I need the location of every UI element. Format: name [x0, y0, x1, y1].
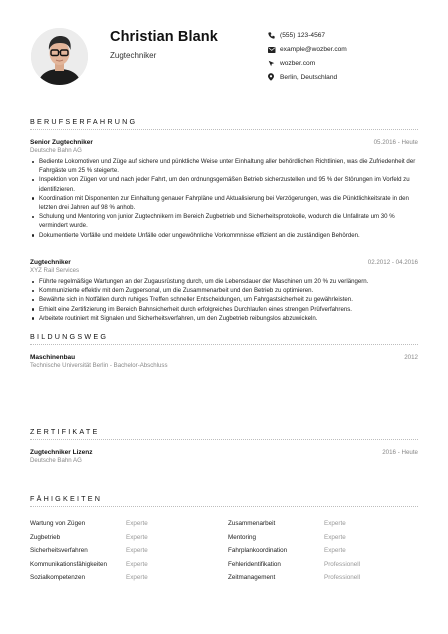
job-date: 05.2016 - Heute: [373, 139, 418, 146]
section-divider: [30, 129, 418, 130]
skill-item: [30, 571, 148, 585]
skill-level: Experte: [126, 533, 148, 541]
education-school: Technische Universität Berlin - Bachelor-Abschluss: [30, 362, 168, 369]
skill-item: [228, 517, 346, 531]
certificate-name: Zugtechniker Lizenz: [30, 449, 93, 456]
list-item: Führte regelmäßige Wartungen an der Zugausrüstung durch, um die Lebensdauer der Maschinen um 20 % zu verlängern.: [30, 277, 418, 286]
skill-item: [228, 531, 346, 545]
skill-level: Professionell: [324, 560, 361, 568]
skill-name: Sicherheitsverfahren: [30, 547, 88, 555]
job-company: Deutsche Bahn AG: [30, 147, 82, 154]
list-item: Bewährte sich in Notfällen durch ruhiges Treffen schneller Entscheidungen, um Fahrgastsicherheit zu gewährleisten.: [30, 295, 418, 304]
skill-item: [228, 544, 346, 558]
avatar: [31, 28, 88, 85]
list-item: Erhielt eine Zertifizierung im Bereich Bahnsicherheit durch erfolgreiches Durchlaufen eines strengen Prüfverfahrens.: [30, 305, 418, 314]
candidate-job-title: Zugtechniker: [110, 51, 157, 60]
contact-phone-text: (555) 123-4567: [280, 32, 326, 40]
section-title-experience: BERUFSERFAHRUNG: [30, 117, 138, 126]
list-item: Schulung und Mentoring von junior Zugtechnikern im Bereich Zugbetrieb und Sicherheitsprotokolle, wodurch die Unfallrate um 30 % vermindert wurde.: [30, 212, 418, 230]
skill-name: Fehleridentifikation: [228, 560, 281, 568]
list-item: Koordination mit Disponenten zur Einhaltung genauer Fahrpläne und Aktualisierung bei Verzögerungen, was die Pünktlichkeitsrate in den letzten drei Jahren auf 98 % anhob.: [30, 194, 418, 212]
certificate-issuer: Deutsche Bahn AG: [30, 457, 82, 464]
list-item: Kommunizierte effektiv mit dem Zugpersonal, um die Zusammenarbeit und den Betrieb zu optimieren.: [30, 286, 418, 295]
skill-level: Experte: [126, 560, 148, 568]
job-position: Senior Zugtechniker: [30, 139, 93, 146]
job-date: 02.2012 - 04.2016: [367, 259, 418, 266]
contact-website[interactable]: [268, 57, 428, 71]
skill-name: Zusammenarbeit: [228, 520, 276, 528]
skill-name: Sozialkompetenzen: [30, 574, 85, 582]
education-entry: [30, 354, 418, 369]
list-item: Inspektion von Zügen vor und nach jeder Fahrt, um den ordnungsgemäßen Betrieb sicherzustellen und 95 % der Störungen im Vorfeld zu identifizieren.: [30, 175, 418, 193]
list-item: Dokumentierte Vorfälle und meldete Unfälle oder ungewöhnliche Vorkommnisse effizient an die zuständigen Behörden.: [30, 231, 418, 240]
resume-header: [28, 20, 420, 100]
job-bullet-list: [30, 277, 418, 323]
contact-phone: [268, 29, 428, 43]
skill-level: Experte: [324, 533, 346, 541]
skill-level: Experte: [126, 547, 148, 555]
link-icon: [268, 60, 280, 67]
contact-website-text[interactable]: wozber.com: [280, 59, 316, 67]
certificate-date: 2016 - Heute: [382, 449, 418, 456]
experience-entry: [30, 139, 418, 240]
contact-location: [268, 70, 428, 84]
contact-list: [268, 29, 428, 84]
skill-name: Wartung von Zügen: [30, 520, 86, 528]
section-divider: [30, 506, 418, 507]
section-title-skills: FÄHIGKEITEN: [30, 494, 103, 503]
candidate-name: Christian Blank: [110, 29, 218, 45]
skill-level: Experte: [324, 520, 346, 528]
section-divider: [30, 439, 418, 440]
skill-item: [228, 571, 360, 585]
job-position: Zugtechniker: [30, 259, 71, 266]
skill-name: Zeitmanagement: [228, 574, 276, 582]
education-date: 2012: [404, 354, 418, 361]
job-bullet-list: [30, 157, 418, 240]
skill-name: Mentoring: [228, 533, 257, 541]
education-degree: Maschinenbau: [30, 354, 76, 361]
profile-photo-icon: [31, 28, 88, 85]
skill-name: Fahrplankoordination: [228, 547, 288, 555]
section-title-certificates: ZERTIFIKATE: [30, 427, 100, 436]
contact-location-text: Berlin, Deutschland: [280, 73, 338, 81]
contact-email[interactable]: [268, 43, 428, 57]
location-icon: [268, 73, 280, 81]
skill-item: [30, 517, 148, 531]
experience-entry: [30, 259, 418, 323]
job-company: XYZ Rail Services: [30, 267, 80, 274]
skill-name: Zugbetrieb: [30, 533, 61, 541]
skill-item: [30, 531, 148, 545]
section-title-education: BILDUNGSWEG: [30, 332, 109, 341]
section-divider: [30, 344, 418, 345]
skill-level: Experte: [126, 520, 148, 528]
skill-item: [228, 558, 360, 572]
skill-item: [30, 544, 148, 558]
list-item: Bediente Lokomotiven und Züge auf sichere und pünktliche Weise unter Einhaltung aller behördlichen Richtlinien, was die Zufriedenheit der Fahrgäste um 25 % steigerte.: [30, 157, 418, 175]
list-item: Arbeitete routiniert mit Signalen und Sicherheitsverfahren, um den Zugbetrieb reibungslos abzuwickeln.: [30, 314, 418, 323]
phone-icon: [268, 32, 280, 39]
email-icon: [268, 47, 280, 53]
contact-email-text[interactable]: example@wozber.com: [280, 46, 347, 54]
skill-name: Kommunikationsfähigkeiten: [30, 560, 108, 568]
skill-level: Professionell: [324, 574, 361, 582]
skill-item: [30, 558, 148, 572]
skill-level: Experte: [324, 547, 346, 555]
certificate-entry: [30, 449, 418, 464]
skill-level: Experte: [126, 574, 148, 582]
